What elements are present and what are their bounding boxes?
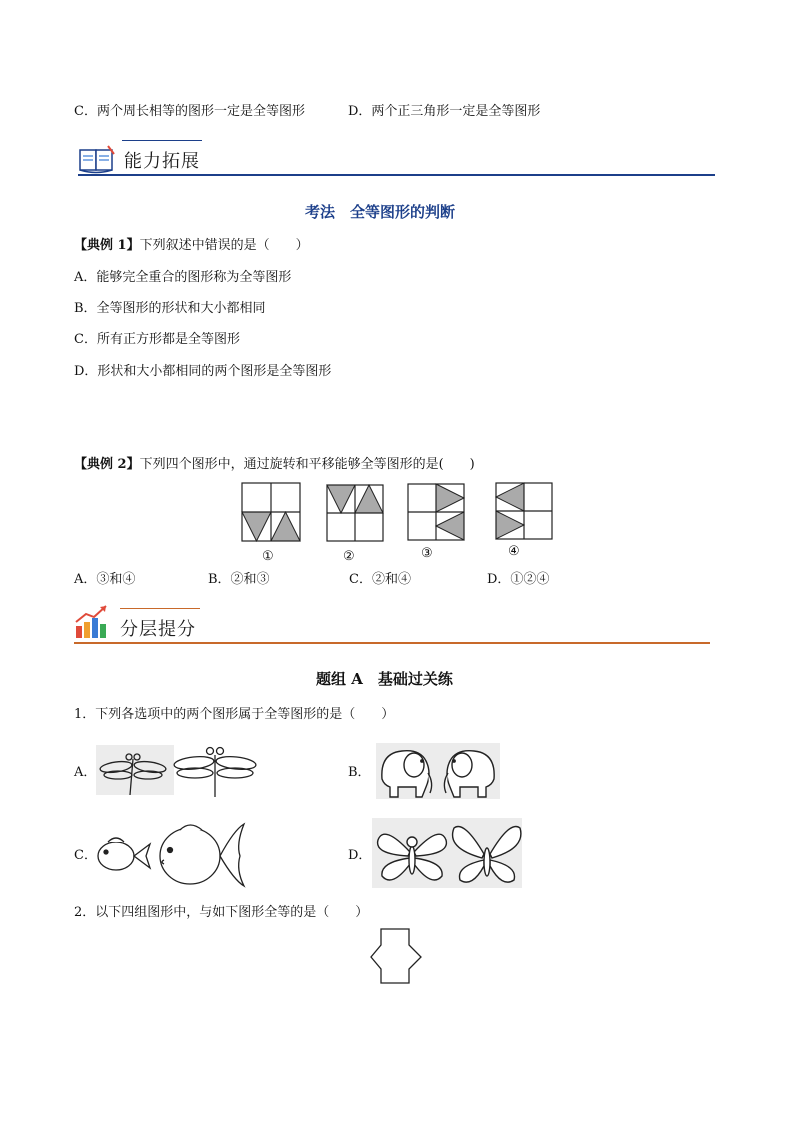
section-rule (78, 174, 715, 176)
butterfly-pair-image (372, 818, 524, 890)
example-1-option-a: A．能够完全重合的图形称为全等图形 (74, 270, 292, 285)
option-d: D．两个正三角形一定是全等图形 (348, 104, 541, 119)
choice-label-c: C． (74, 848, 97, 863)
figure-label-2: ② (343, 549, 355, 564)
book-icon (78, 142, 118, 176)
choice-label-d: D． (348, 848, 372, 863)
section-header-ability (78, 138, 718, 180)
example-2-option-d: D．①②④ (487, 572, 550, 587)
example-1-option-b: B．全等图形的形状和大小都相同 (74, 301, 266, 316)
example-tag: 【典例 2】 (74, 457, 140, 472)
question-2-stem: 2．以下四组图形中，与如下图形全等的是（ ） (74, 905, 369, 920)
section-rule (74, 642, 710, 644)
grid-figure-3 (408, 484, 464, 540)
example-2-option-a: A．③和④ (74, 572, 136, 587)
example-1-option-d: D．形状和大小都相同的两个图形是全等图形 (74, 364, 332, 379)
group-heading: 题组 A 基础过关练 (316, 670, 453, 688)
example-stem-text: 下列四个图形中，通过旋转和平移能够全等图形的是( ) (139, 457, 475, 472)
example-1-option-c: C．所有正方形都是全等图形 (74, 332, 240, 347)
question-1-stem: 1．下列各选项中的两个图形属于全等图形的是（ ） (74, 707, 395, 722)
figure-label-3: ③ (421, 546, 433, 561)
choice-label-a: A． (74, 765, 97, 780)
choice-label-b: B． (348, 765, 371, 780)
header-top-rule (122, 140, 202, 141)
method-heading: 考法 全等图形的判断 (305, 203, 456, 221)
dragonfly-pair-image (96, 745, 256, 801)
example-2-option-c: C．②和④ (349, 572, 411, 587)
cross-arrow-shape (369, 927, 423, 985)
example-stem-text: 下列叙述中错误的是（ ） (139, 238, 309, 253)
fish-pair-image (94, 820, 249, 890)
section-header-levels (74, 604, 714, 646)
grid-figure-4 (496, 483, 552, 539)
growth-chart-icon (74, 604, 112, 640)
figure-label-1: ① (262, 549, 274, 564)
header-top-rule (120, 608, 200, 609)
figure-label-4: ④ (508, 544, 520, 559)
section-title: 分层提分 (120, 619, 196, 640)
example-tag: 【典例 1】 (74, 238, 140, 253)
example-2-stem (74, 457, 475, 473)
section-title: 能力拓展 (124, 151, 200, 172)
elephant-pair-image (376, 743, 502, 801)
example-1-stem (74, 238, 309, 254)
grid-figure-2 (327, 485, 383, 541)
example-2-option-b: B．②和③ (208, 572, 270, 587)
option-c: C．两个周长相等的图形一定是全等图形 (74, 104, 305, 119)
grid-figure-1 (242, 483, 300, 541)
